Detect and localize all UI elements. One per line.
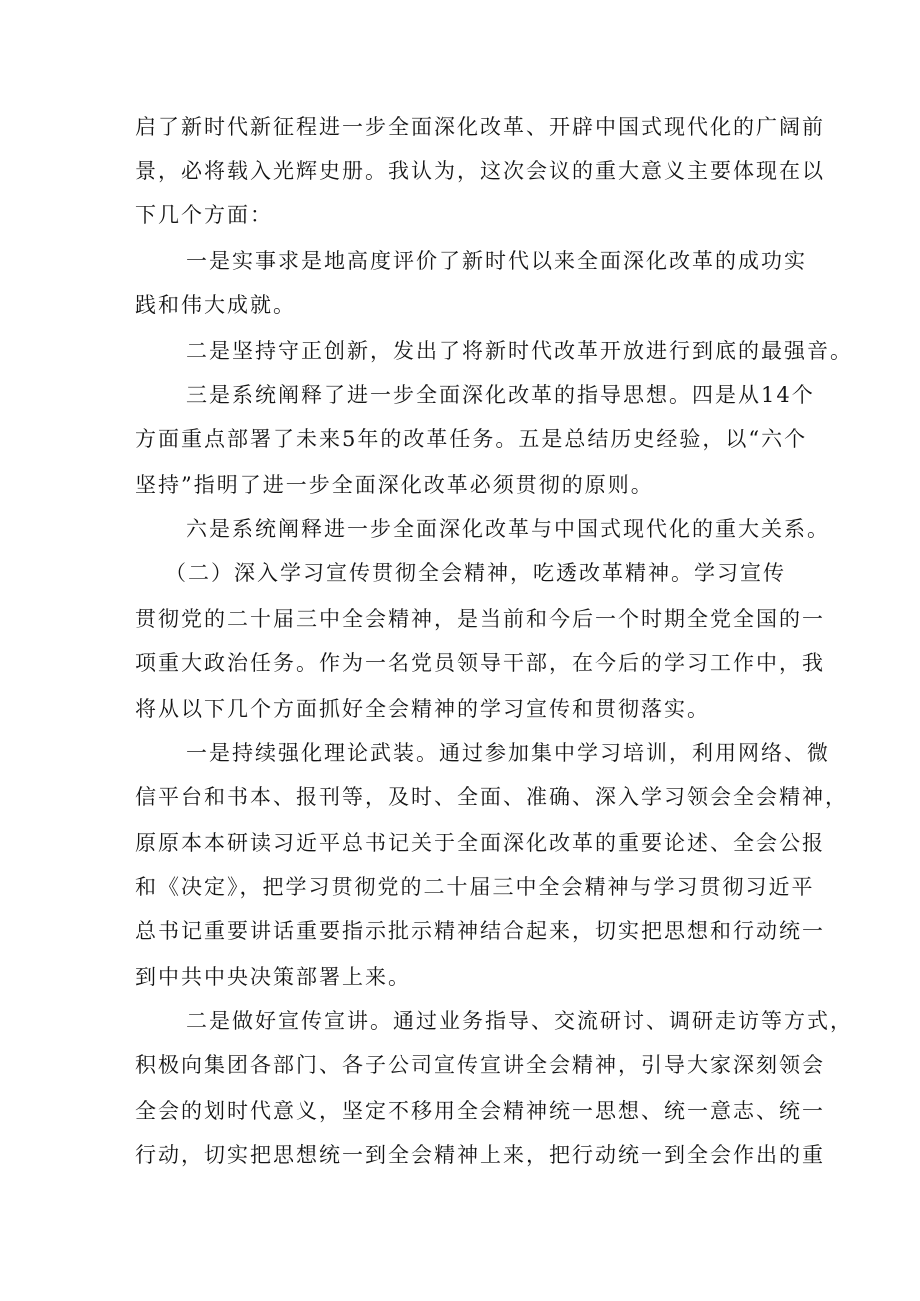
text-line: 到中共中央决策部署上来。 — [135, 965, 411, 989]
text-line: 下几个方面： — [135, 203, 273, 227]
text-line: 景，必将载入光辉史册。我认为，这次会议的重大意义主要体现在以 — [135, 159, 825, 183]
text-line: 信平台和书本、报刊等，及时、全面、准确、深入学习领会全会精神， — [135, 785, 848, 809]
text-line: 践和伟大成就。 — [135, 293, 296, 317]
text-line: 二是做好宣传宣讲。通过业务指导、交流研讨、调研走访等方式， — [186, 1009, 853, 1033]
text-line: 将从以下几个方面抓好全会精神的学习宣传和贯彻落实。 — [135, 697, 710, 721]
text-line: 启了新时代新征程进一步全面深化改革、开辟中国式现代化的广阔前 — [135, 115, 825, 139]
text-line: 积极向集团各部门、各子公司宣传宣讲全会精神，引导大家深刻领会 — [135, 1053, 825, 1077]
text-line: 三是系统阐释了进一步全面深化改革的指导思想。四是从14个 — [186, 383, 815, 407]
text-line: 总书记重要讲话重要指示批示精神结合起来，切实把思想和行动统一 — [135, 919, 825, 943]
text-line: 一是持续强化理论武装。通过参加集中学习培训，利用网络、微 — [186, 741, 830, 765]
text-line: 全会的划时代意义，坚定不移用全会精神统一思想、统一意志、统一 — [135, 1099, 825, 1123]
text-line: 原原本本研读习近平总书记关于全面深化改革的重要论述、全会公报 — [135, 831, 825, 855]
text-line: 行动，切实把思想统一到全会精神上来，把行动统一到全会作出的重 — [135, 1143, 825, 1167]
text-line: 六是系统阐释进一步全面深化改革与中国式现代化的重大关系。 — [186, 517, 830, 541]
text-line: 二是坚持守正创新，发出了将新时代改革开放进行到底的最强音。 — [186, 339, 853, 363]
text-line: 坚持”指明了进一步全面深化改革必须贯彻的原则。 — [135, 473, 654, 497]
text-line: 一是实事求是地高度评价了新时代以来全面深化改革的成功实 — [186, 249, 807, 273]
text-line: 项重大政治任务。作为一名党员领导干部，在今后的学习工作中，我 — [135, 651, 825, 675]
text-line: （二）深入学习宣传贯彻全会精神，吃透改革精神。学习宣传 — [165, 561, 786, 585]
text-line: 贯彻党的二十届三中全会精神，是当前和今后一个时期全党全国的一 — [135, 607, 825, 631]
text-line: 和《决定》，把学习贯彻党的二十届三中全会精神与学习贯彻习近平 — [135, 875, 815, 899]
text-line: 方面重点部署了未来5年的改革任务。五是总结历史经验，以“六个 — [135, 427, 808, 451]
